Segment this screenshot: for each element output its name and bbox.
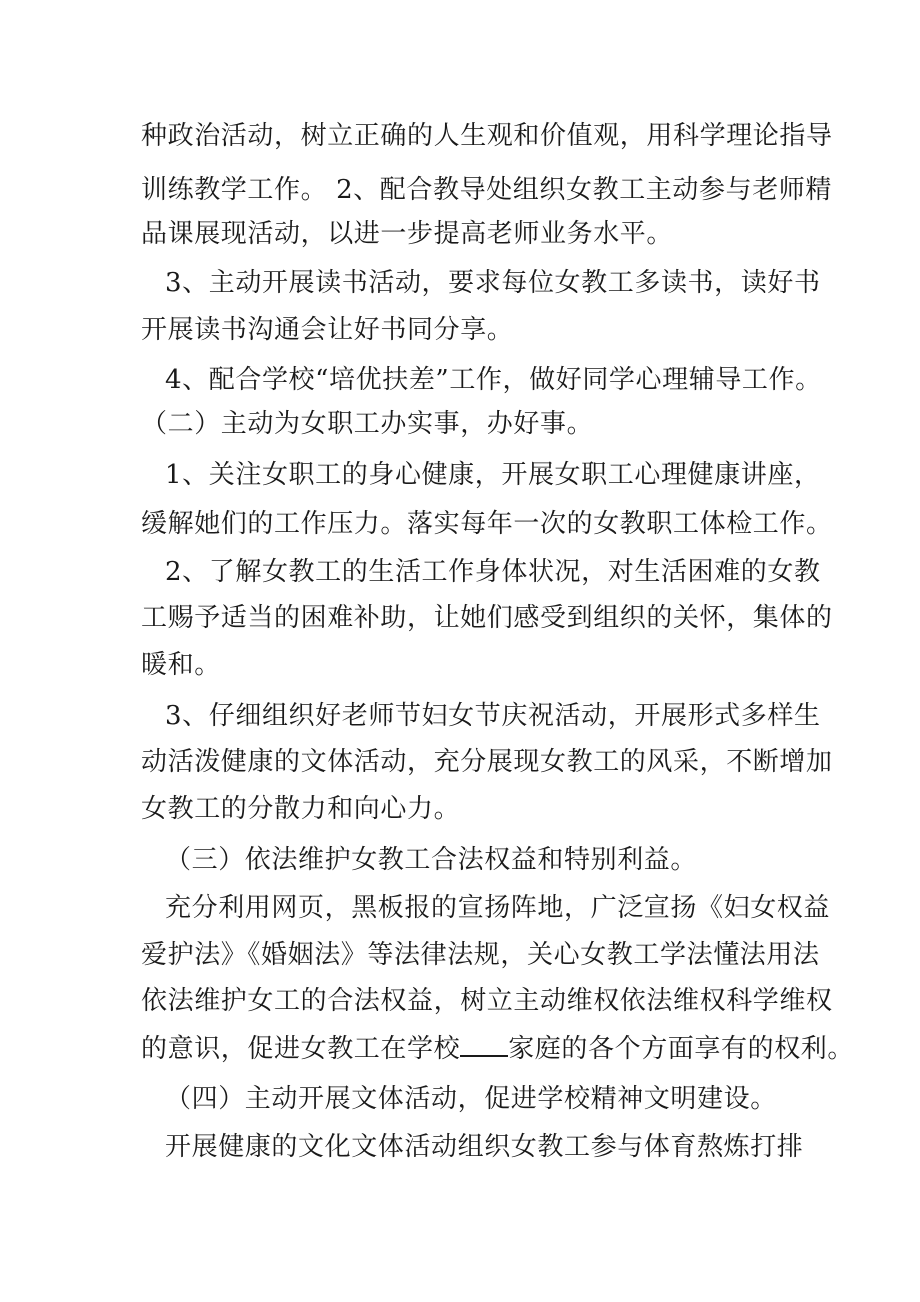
section-heading: （二）主动为女职工办实事，办好事。 [141, 409, 594, 439]
paragraph-line: 充分利用网页，黑板报的宣扬阵地，广泛宣扬《妇女权益 [165, 893, 831, 923]
fill-in-blank [460, 1033, 508, 1057]
paragraph-line: 工赐予适当的困难补助，让她们感受到组织的关怀，集体的 [141, 603, 833, 633]
paragraph-line: 1、关注女职工的身心健康，开展女职工心理健康讲座， [165, 460, 821, 490]
paragraph-line: 动活泼健康的文体活动，充分展现女教工的风采，不断增加 [141, 747, 833, 777]
paragraph-line: 开展读书沟通会让好书同分享。 [141, 315, 514, 345]
paragraph-line: 开展健康的文化文体活动组织女教工参与体育熬炼打排 [165, 1132, 804, 1162]
paragraph-line: 2、了解女教工的生活工作身体状况，对生活困难的女教 [165, 557, 821, 587]
section-heading: （三）依法维护女教工合法权益和特别利益。 [165, 845, 698, 875]
paragraph-line: 3、仔细组织好老师节妇女节庆祝活动，开展形式多样生 [165, 701, 821, 731]
paragraph-line-part: 的意识，促进女教工在学校 [141, 1034, 461, 1064]
paragraph-line: 3、主动开展读书活动，要求每位女教工多读书，读好书 [165, 268, 821, 298]
section-heading: （四）主动开展文体活动，促进学校精神文明建设。 [165, 1084, 777, 1114]
paragraph-line: 4、配合学校“培优扶差”工作，做好同学心理辅导工作。 [165, 365, 822, 395]
paragraph-line [141, 1033, 854, 1064]
paragraph-line: 爱护法》《婚姻法》等法律法规，关心女教工学法懂法用法 [141, 940, 820, 970]
paragraph-line: 女教工的分散力和向心力。 [141, 794, 461, 824]
paragraph-line: 暖和。 [141, 650, 221, 680]
paragraph-line: 训练教学工作。 2、配合教导处组织女教工主动参与老师精 [141, 175, 833, 205]
paragraph-line: 缓解她们的工作压力。落实每年一次的女教职工体检工作。 [141, 509, 833, 539]
paragraph-line: 品课展现活动，以进一步提高老师业务水平。 [141, 219, 674, 249]
paragraph-line: 种政治活动，树立正确的人生观和价值观，用科学理论指导 [141, 121, 833, 151]
paragraph-line: 依法维护女工的合法权益，树立主动维权依法维权科学维权 [141, 986, 833, 1016]
paragraph-line-part: 家庭的各个方面享有的权利。 [508, 1034, 855, 1064]
